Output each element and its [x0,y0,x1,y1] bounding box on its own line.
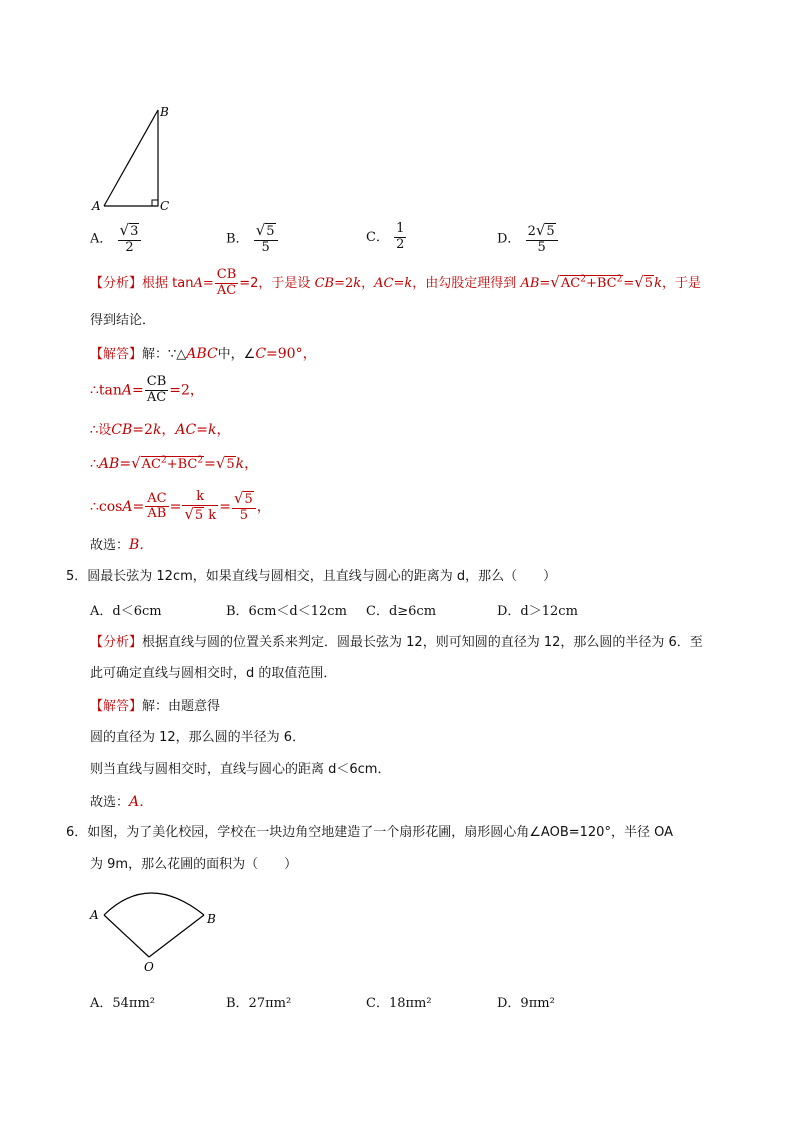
denominator: 2 [396,236,405,252]
var: C [255,346,267,362]
q4-option-c [366,222,407,253]
triangle-side-ab [104,110,158,206]
right-triangle-figure [88,100,178,220]
sector-radius-oa [104,915,149,957]
var: k [207,422,217,438]
radicand: 5 [194,507,204,523]
text: ∴设 [90,423,112,438]
numerator: AC [147,490,167,506]
text: ，于是 [661,275,701,291]
denominator: 2 [125,239,134,255]
text: ∴ [90,456,99,472]
var: AC [374,275,394,291]
var: k [353,275,362,291]
exponent: 2 [580,274,586,285]
q6-option-c: C．18πm² [366,996,432,1011]
analysis-tag: 【分析】 [90,635,143,650]
analysis-tag: 【分析】 [90,275,143,291]
q6-option-d: D．9πm² [497,996,555,1011]
var: AB [520,275,540,291]
exponent: 2 [160,455,167,466]
q4-answer-step-2: ∴tanA= $\frac{CB}{AC}$ =2， [90,374,204,405]
var: k [208,507,217,523]
text: 解：由题意得 [142,699,221,714]
var: CB [111,422,133,438]
q6-option-a: A．54πm² [90,996,156,1011]
denominator: 5 [239,507,248,523]
fraction: $\frac{√5}{5}$ [232,490,256,524]
q5-analysis-line-2: 此可确定直线与圆相交时，d 的取值范围． [90,666,337,681]
q4-answer-line-1 [90,343,317,365]
term: AC [141,457,161,472]
text: 根据 tan [142,275,194,291]
q4-answer-step-3: ∴设CB=2k，AC=k， [90,422,231,438]
var: k [152,422,162,438]
option-letter: B． [226,231,249,247]
point-label-b: B [207,912,216,926]
q5-option-c: C．d≥6cm [366,604,437,619]
q5-option-a: A．d＜6cm [90,604,162,619]
radicand: 5 [644,275,654,291]
text: 故选： [90,795,130,810]
vertex-label-a: A [92,199,101,213]
fraction: $\frac{k}{√5 k}$ [184,489,217,523]
text: ， [361,275,375,291]
denominator: AC [216,282,237,298]
q5-answer-line-3: 则当直线与圆相交时，直线与圆心的距离 d＜6cm． [90,762,391,777]
q5-answer-line-1 [90,695,220,717]
text: 根据直线与圆的位置关系来判定．圆最长弦为 12，则可知圆的直径为 12，那么圆的半径为 6．至 [142,635,703,650]
term: BC [596,275,617,291]
q5-analysis-line-1 [90,631,703,653]
radicand: 5 [244,492,253,507]
q4-option-b [226,222,279,256]
answer-value: B． [129,537,154,553]
exponent: 2 [197,455,204,466]
q5-answer-line-2: 圆的直径为 12，那么圆的半径为 6． [90,730,306,745]
radicand: 5 [226,457,235,472]
sector-figure [86,885,226,975]
q4-answer-step-4: $\therefore AB=√AC^2+BC^2=√5k$， [90,454,259,472]
vertex-label-b: B [160,105,169,119]
q4-choose [90,534,153,556]
text: =2 [334,275,354,291]
text: = [202,275,214,291]
var: AB [98,456,120,472]
var: A [193,275,203,291]
fraction: $\frac{√5}{5}$ [254,222,278,256]
value: 2 [181,382,190,399]
sector-radius-ob [149,915,204,957]
q4-analysis-line-2: 得到结论． [90,313,156,328]
q5-choose [90,791,153,813]
var: AC [175,422,197,438]
sqrt-expression: $√AC^2+BC^2$ [550,272,623,291]
denominator: AB [147,506,167,522]
text: = [393,275,405,291]
q4-analysis-line-1: 【分析】根据 tanA= $\frac{CB}{AC}$ =2，于是设 CB=2k，AC=k，由勾股定理得到 $AB=√AC^2+BC^2=√5k$，于是 [90,267,701,298]
text: =2，于是设 [239,275,311,291]
vertex-label-c: C [160,199,170,213]
point-label-a: A [90,908,99,922]
q6-stem-line-1: 6．如图，为了美化校园，学校在一块边角空地建造了一个扇形花圃，扇形圆心角∠AOB=120°，半径 OA [66,825,673,840]
denominator: AC [146,389,167,405]
var: k [404,275,413,291]
point-label-o: O [144,960,154,974]
q4-answer-step-5: ∴cosA= $\frac{AC}{AB}$ = $\frac{k}{√5 k}$ = $\frac{√5}{5}$ ， [90,489,271,523]
radicand: 3 [130,224,139,239]
fraction [145,492,168,523]
var: A [122,498,133,515]
sector-arc [104,893,204,915]
answer-value: A． [129,794,154,810]
fraction [145,375,169,406]
q5-stem: 5．圆最长弦为 12cm，如果直线与圆相交，且直线与圆心的距离为 d，那么（ ） [66,569,557,584]
var: CB [314,275,335,291]
term: AC [560,275,581,291]
denominator: 5 [261,239,270,255]
var: k [235,456,245,472]
fraction [215,268,239,299]
q4-option-d [497,222,559,256]
coefficient: 2 [527,224,536,239]
option-letter: D． [497,231,521,247]
text: ∴cos [90,498,123,515]
answer-tag: 【解答】 [90,699,143,714]
radicand: 5 [266,224,275,239]
text: ，由勾股定理得到 [412,275,517,291]
text: ∴tan [90,382,122,399]
numerator: CB [216,267,237,282]
numerator: CB [146,374,167,389]
option-letter: C． [366,229,389,245]
q6-stem-line-2: 为 9m，那么花圃的面积为（ ） [90,857,298,872]
q4-option-a [90,222,142,256]
exponent: 2 [616,274,623,285]
sqrt-expression: $√AC^2+BC^2$ [131,454,204,472]
fraction [394,222,406,253]
value: 2 [144,422,153,438]
radicand: 5 [546,224,555,239]
var: A [121,382,133,399]
var: k [654,275,662,291]
text: 故选： [90,538,130,553]
fraction: $\frac{2√5}{5}$ [526,222,558,256]
answer-tag: 【解答】 [90,347,143,362]
var: ABC [186,346,218,362]
q5-option-b: B．6cm＜d＜12cm [226,604,347,619]
term: BC [177,457,198,472]
option-letter: A． [90,231,113,247]
numerator: k [182,490,218,506]
q5-option-d: D．d＞12cm [497,604,578,619]
denominator: 5 [537,239,546,255]
numerator: 1 [396,221,405,236]
fraction: $\frac{√3}{2}$ [118,222,142,256]
text: 解：∵△ [142,347,187,362]
text: 中，∠ [217,347,256,362]
q6-option-b: B．27πm² [226,996,292,1011]
right-angle-mark [152,200,158,206]
text: =90°， [266,346,317,362]
